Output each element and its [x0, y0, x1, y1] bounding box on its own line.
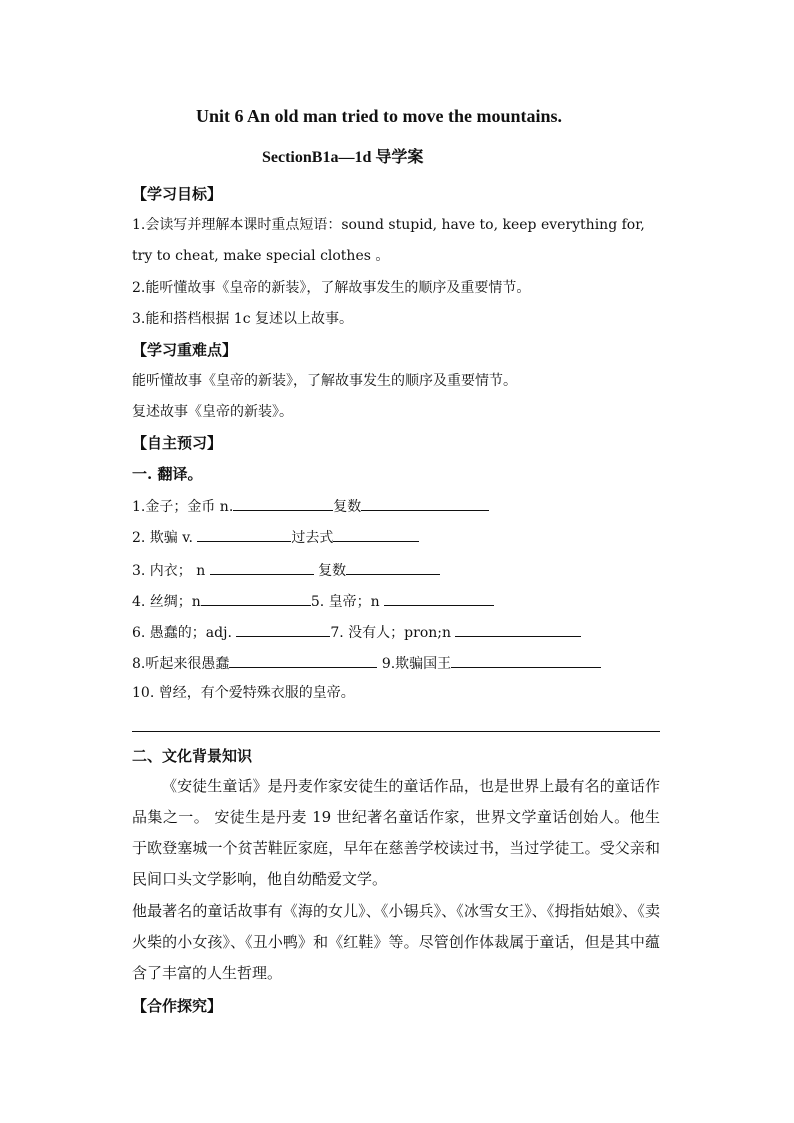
translate-question-3	[132, 560, 440, 581]
culture-paragraph-1: 《安徒生童话》是丹麦作家安徒生的童话作品，也是世界上最有名的童话作品集之一。 安徒生是丹麦 19 世纪著名童话作家，世界文学童话创始人。他生于欧登塞城一个贫苦鞋匠家庭，早年在慈善学校读过书，当过学徒工。受父亲和民间口头文学影响，他自幼酷爱文学。	[132, 777, 660, 888]
question-label: 复数	[333, 499, 362, 515]
translate-question-4-5	[132, 591, 494, 612]
page-title: Unit 6 An old man tried to move the mountains.	[196, 106, 563, 126]
objectives-heading: 【学习目标】	[132, 185, 223, 203]
question-label: 5. 皇帝；n	[310, 594, 380, 610]
objective-item-2: 2.能听懂故事《皇帝的新装》，了解故事发生的顺序及重要情节。	[132, 280, 531, 296]
answer-blank[interactable]	[455, 622, 581, 637]
difficulty-item-1: 能听懂故事《皇帝的新装》，了解故事发生的顺序及重要情节。	[132, 373, 517, 389]
objective-item-1-cont: try to cheat, make special clothes 。	[132, 248, 390, 264]
translate-question-6-7	[132, 622, 581, 643]
culture-paragraph-2: 他最著名的童话故事有《海的女儿》、《小锡兵》、《冰雪女王》、《拇指姑娘》、《卖火柴的小女孩》、《丑小鸭》和《红鞋》等。尽管创作体裁属于童话，但是其中蕴含了丰富的人生哲理。	[132, 902, 660, 982]
answer-blank[interactable]	[451, 653, 601, 668]
translate-question-2	[132, 527, 419, 548]
question-label: 7. 没有人；pron;n	[330, 625, 452, 641]
difficulty-item-2: 复述故事《皇帝的新装》。	[132, 404, 293, 420]
answer-blank[interactable]	[384, 591, 494, 606]
question-label: 复数	[313, 563, 347, 579]
question-label: 过去式	[291, 530, 334, 546]
answer-blank[interactable]	[233, 496, 333, 511]
question-label: 6. 愚蠢的；adj.	[132, 625, 232, 641]
answer-blank[interactable]	[361, 496, 489, 511]
question-label: 3. 内衣； n	[132, 563, 206, 579]
answer-blank[interactable]	[333, 527, 419, 542]
question-label: 8.听起来很愚蠢	[132, 656, 230, 672]
question-label: 1.金子；金币 n.	[132, 499, 234, 515]
translate-question-10: 10. 曾经，有个爱特殊衣服的皇帝。	[132, 685, 355, 701]
translate-question-8-9	[132, 653, 601, 674]
page-subtitle: SectionB1a—1d 导学案	[262, 149, 424, 166]
preview-heading: 【自主预习】	[132, 434, 223, 452]
culture-heading: 二、文化背景知识	[132, 747, 253, 765]
question-label: 9.欺骗国王	[381, 656, 452, 672]
answer-blank[interactable]	[346, 560, 440, 575]
answer-line[interactable]	[132, 731, 660, 732]
difficulties-heading: 【学习重难点】	[132, 341, 238, 359]
question-label: 2. 欺骗 v.	[132, 530, 193, 546]
translate-question-1	[132, 496, 489, 517]
translate-section-heading: 一. 翻译。	[132, 465, 203, 483]
answer-blank[interactable]	[210, 560, 314, 575]
cooperation-heading: 【合作探究】	[132, 997, 223, 1015]
objective-item-1: 1.会读写并理解本课时重点短语：sound stupid, have to, keep everything for,	[132, 217, 645, 233]
answer-blank[interactable]	[201, 591, 311, 606]
question-label: 4. 丝绸；n	[132, 594, 201, 610]
answer-blank[interactable]	[236, 622, 330, 637]
answer-blank[interactable]	[197, 527, 291, 542]
objective-item-3: 3.能和搭档根据 1c 复述以上故事。	[132, 311, 354, 327]
answer-blank[interactable]	[229, 653, 377, 668]
